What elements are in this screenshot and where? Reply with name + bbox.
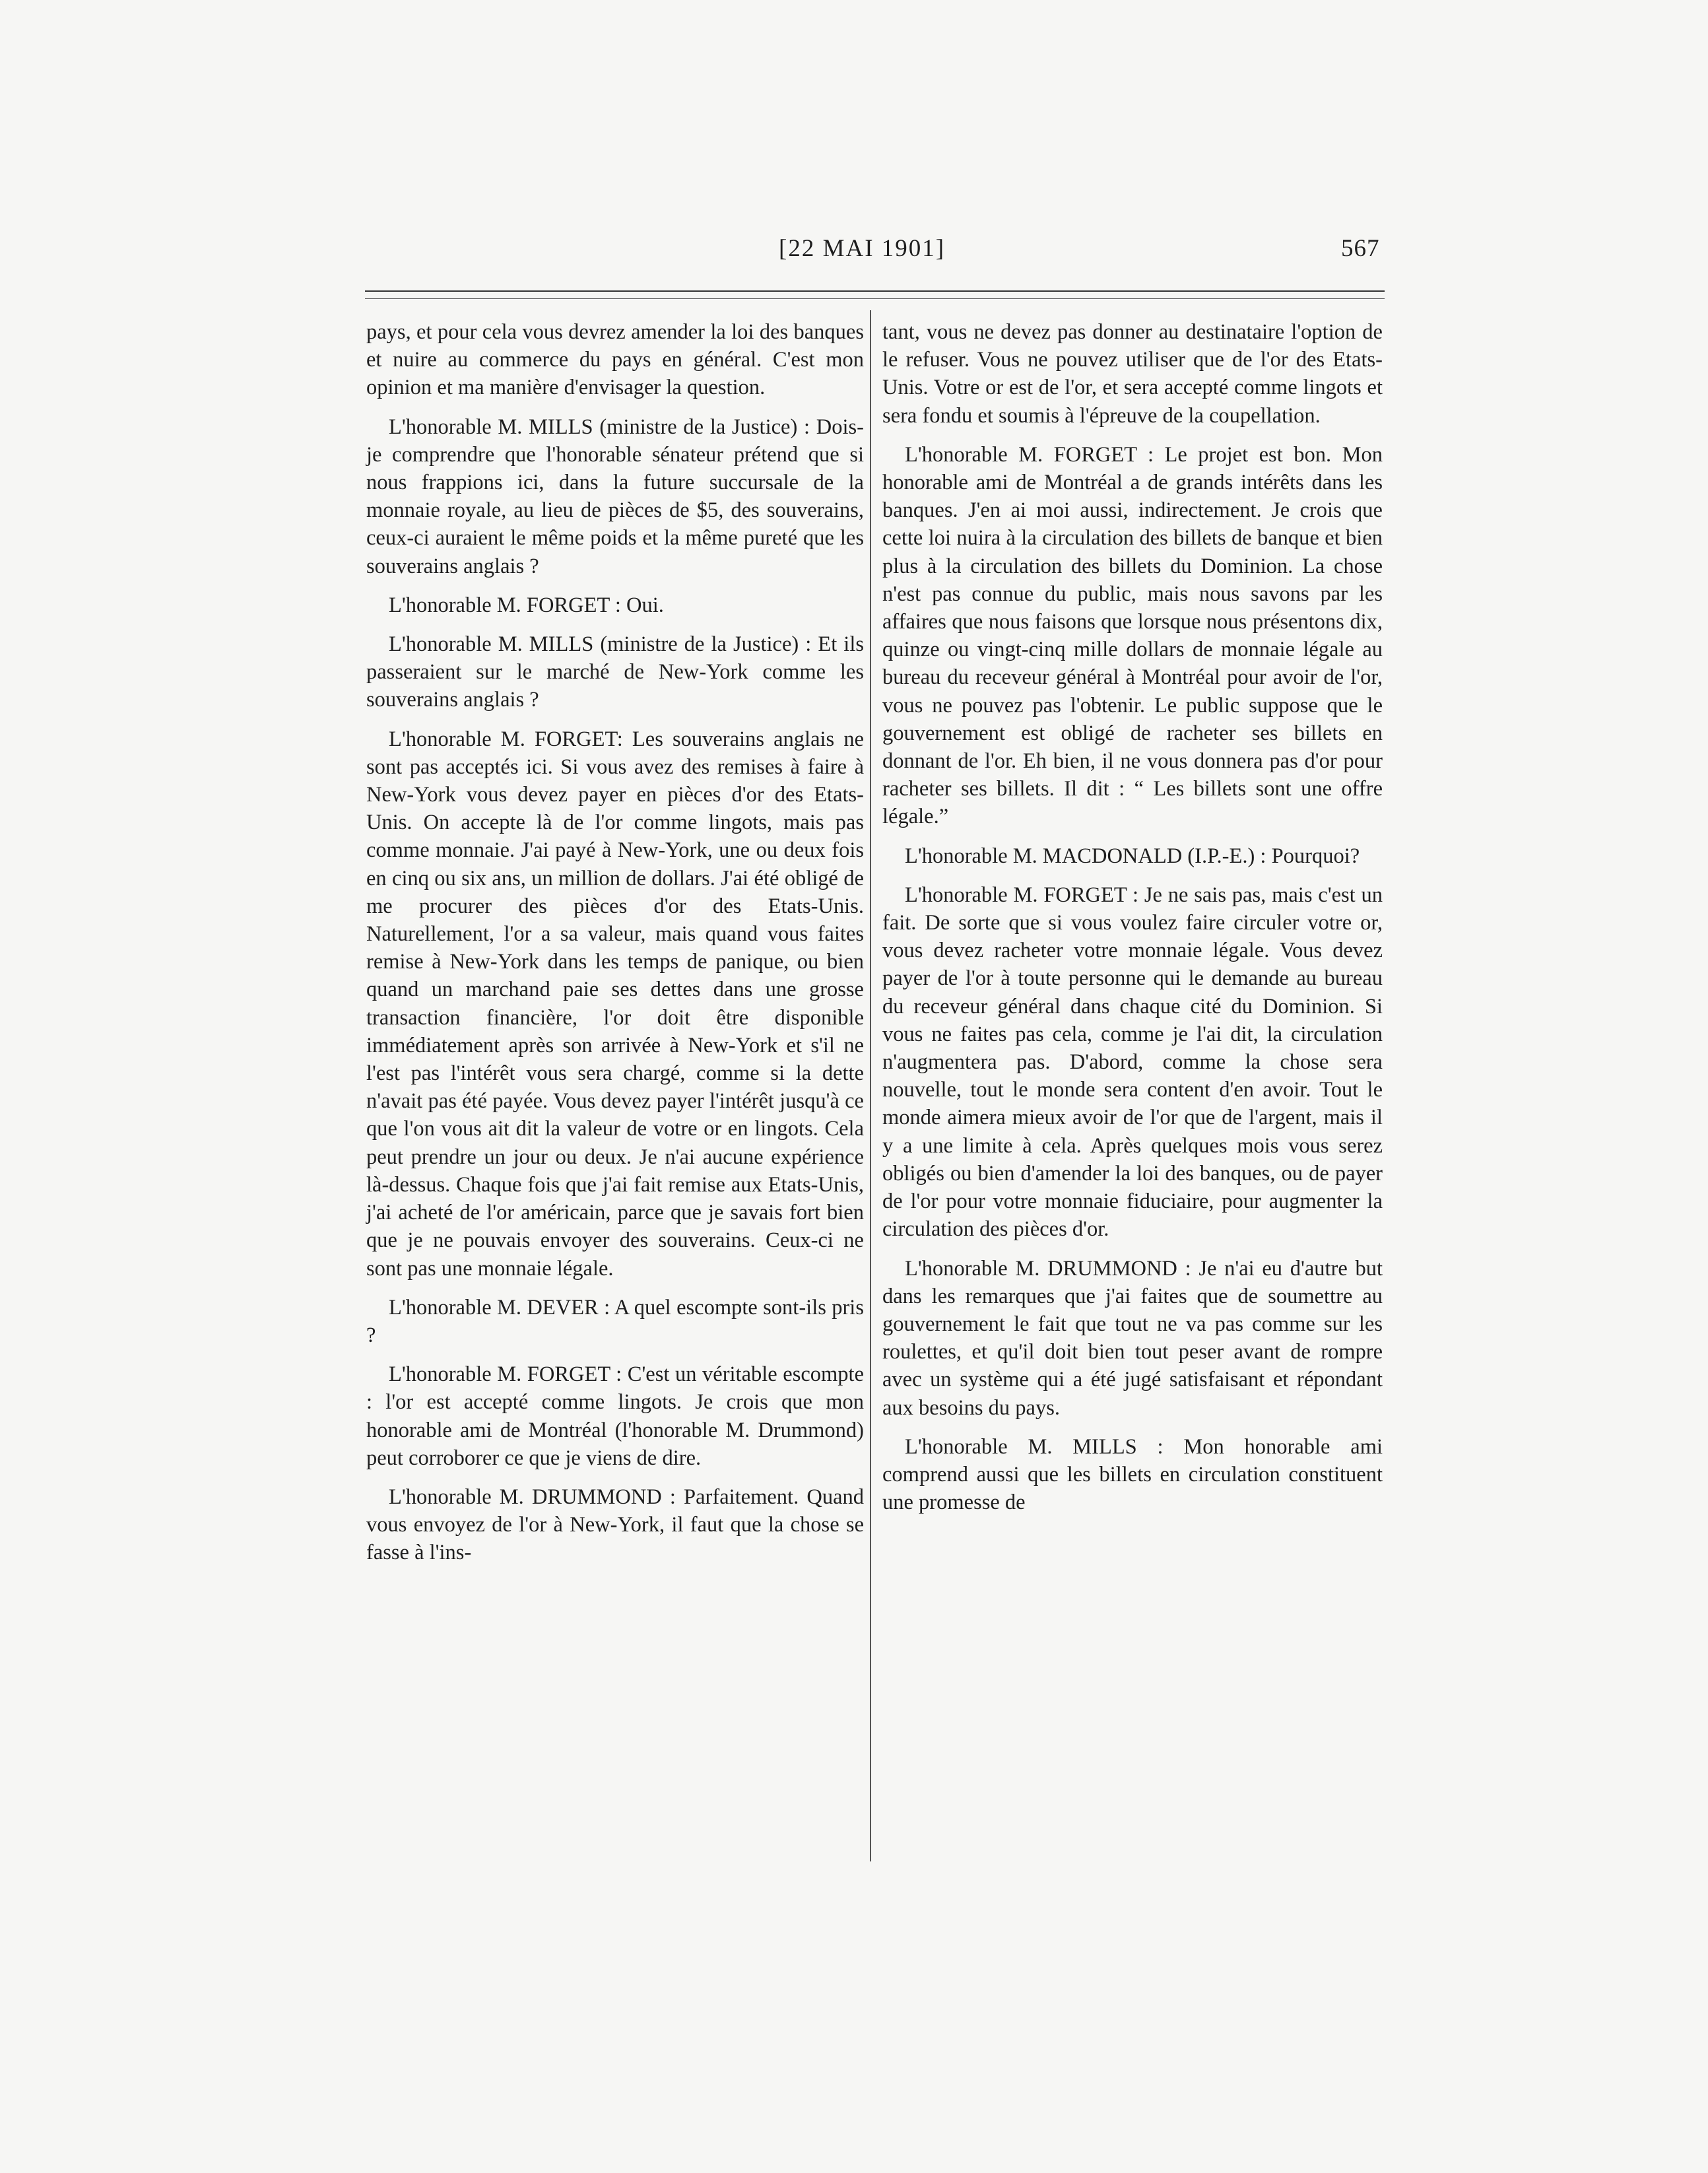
paragraph: tant, vous ne devez pas donner au destinataire l'option de le refuser. Vous ne pouvez utiliser que de l'or des Etats-Unis. Votre or est de l'or, et sera accepté comme lingots et sera fondu et soumis à l'épreuve de la coupellation. xyxy=(882,320,1383,428)
paragraph: L'honorable M. FORGET : Le projet est bon. Mon honorable ami de Montréal a de grands intérêts dans les banques. J'en ai moi aussi, indirectement. Je crois que cette loi nuira à la circulation des billets de banque et bien plus à la circulation des billets du Dominion. La chose n'est pas connue du public, mais nous savons par les affaires que nous faisons que lorsque nous présentons dix, quinze ou vingt-cinq mille dollars de monnaie légale au bureau du receveur général à Montréal pour avoir de l'or, vous ne pouvez pas l'obtenir. Le public suppose que le gouvernement est obligé de racheter ses billets en donnant de l'or. Eh bien, il ne vous donnera pas d'or pour racheter ses billets. Il dit : “ Les billets sont une offre légale.” xyxy=(882,442,1383,829)
paragraph: L'honorable M. MILLS (ministre de la Justice) : Dois-je comprendre que l'honorable sénateur prétend que si nous frappions ici, dans la future succursale de la monnaie royale, au lieu de pièces de $5, des souverains, ceux-ci auraient le même poids et la même pureté que les souverains anglais ? xyxy=(366,415,864,578)
paragraph: L'honorable M. DRUMMOND : Parfaitement. Quand vous envoyez de l'or à New-York, il faut que la chose se fasse à l'ins- xyxy=(366,1485,864,1565)
column-divider xyxy=(870,310,871,1861)
paragraph: L'honorable M. MILLS : Mon honorable ami comprend aussi que les billets en circulation constituent une promesse de xyxy=(882,1434,1383,1515)
paragraph: L'honorable M. FORGET: Les souverains anglais ne sont pas acceptés ici. Si vous avez des remises à faire à New-York vous devez payer en pièces d'or des Etats-Unis. On accepte là de l'or comme lingots, mais pas comme monnaie. J'ai payé à New-York, une ou deux fois en cinq ou six ans, un million de dollars. J'ai été obligé de me procurer des pièces d'or des Etats-Unis. Naturellement, l'or a sa valeur, mais quand vous faites remise à New-York dans les temps de panique, ou bien quand un marchand paie ses dettes dans une grosse transaction financière, l'or doit être disponible immédiatement après son arrivée à New-York et s'il ne l'est pas l'intérêt vous sera chargé, comme si la dette n'avait pas été payée. Vous devez payer l'intérêt jusqu'à ce que l'on vous ait dit la valeur de votre or en lingots. Cela peut prendre un jour ou deux. Je n'ai aucune expérience là-dessus. Chaque fois que j'ai fait remise aux Etats-Unis, j'ai acheté de l'or américain, parce que je savais fort bien que je ne pouvais envoyer des souverains. Ceux-ci ne sont pas une monnaie légale. xyxy=(366,727,864,1281)
page-number: 567 xyxy=(1341,235,1380,262)
paragraph: L'honorable M. DEVER : A quel escompte sont-ils pris ? xyxy=(366,1295,864,1347)
left-column xyxy=(366,318,864,1578)
paragraph: L'honorable M. MACDONALD (I.P.-E.) : Pourquoi? xyxy=(905,844,1360,868)
paragraph: L'honorable M. MILLS (ministre de la Justice) : Et ils passeraient sur le marché de New-York comme les souverains anglais ? xyxy=(366,632,864,712)
paragraph: L'honorable M. FORGET : Je ne sais pas, mais c'est un fait. De sorte que si vous voulez faire circuler votre or, vous devez racheter votre monnaie légale. Vous devez payer de l'or à toute personne qui le demande au bureau du receveur général dans chaque cité du Dominion. Si vous ne faites pas cela, comme je l'ai dit, la circulation n'augmentera pas. D'abord, comme la chose sera nouvelle, tout le monde sera content d'en avoir. Tout le monde aimera mieux avoir de l'or que de l'argent, mais il y a une limite à cela. Après quelques mois vous serez obligés ou bien d'amender la loi des banques, ou de payer de l'or pour votre monnaie fiduciaire, pour augmenter la circulation des pièces d'or. xyxy=(882,883,1383,1242)
paragraph: L'honorable M. FORGET : Oui. xyxy=(389,593,664,617)
header-rule-thin xyxy=(365,298,1385,299)
right-column xyxy=(882,318,1383,1527)
paragraph: pays, et pour cela vous devrez amender la loi des banques et nuire au commerce du pays en général. C'est mon opinion et ma manière d'envisager la question. xyxy=(366,320,864,400)
paragraph: L'honorable M. DRUMMOND : Je n'ai eu d'autre but dans les remarques que j'ai faites que de soumettre au gouvernement le fait que tout ne va pas comme sur les roulettes, et qu'il doit bien tout peser avant de rompre avec un système qui a été jugé satisfaisant et répondant aux besoins du pays. xyxy=(882,1256,1383,1420)
paragraph: L'honorable M. FORGET : C'est un véritable escompte : l'or est accepté comme lingots. Je crois que mon honorable ami de Montréal (l'honorable M. Drummond) peut corroborer ce que je viens de dire. xyxy=(366,1362,864,1470)
header-rule xyxy=(365,290,1385,292)
session-date: [22 MAI 1901] xyxy=(779,235,946,262)
page-header xyxy=(0,234,1708,274)
